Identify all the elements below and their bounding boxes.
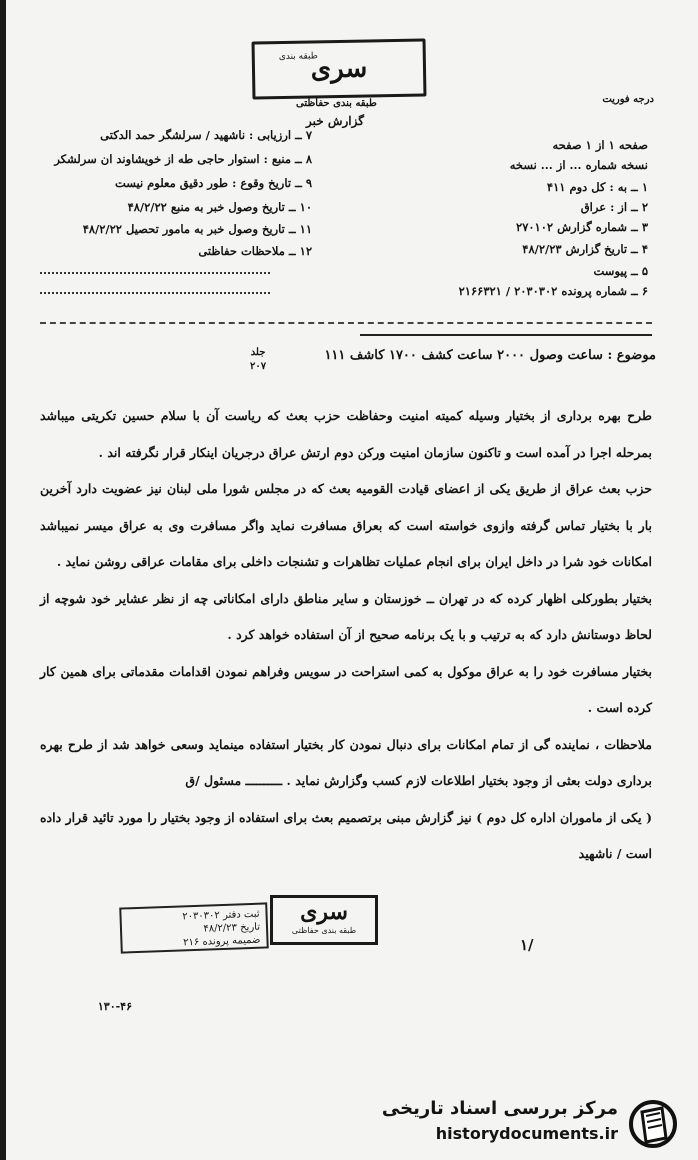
body-paragraph: ملاحظات ، نماینده گی از تمام امکانات برای دنبال نمودن کار بختیار استفاده مینماید وسعی خواهد شد از طرح بهره برداری دولت بعثی از وجود بختیار اطلاعات لازم کسب وگزارش نماید . ــــــــــ مسئول /ق [40,736,652,788]
body-paragraph: بختیار مسافرت خود را به عراق موکول به کمی استراحت در سویس وفراهم نمودن اقدامات مقدماتی برای همین کار کرده است . [40,663,652,715]
watermark-title: مرکز بررسی اسناد تاریخی [381,1098,618,1119]
side-note-line1: جلد [250,347,266,358]
body-paragraph: حزب بعث عراق از طریق یکی از اعضای قیادت القومیه بعث که در مجلس شورا ملی لبنان نیز عضویت دارد آخرین بار با بختیار تماس گرفته وازوی خواسته است که بعراق مسافرت نماید واگر مسافرت وی به عراق میسر نمیباشد امکانات خود شرا در داخل ایران برای انجام عملیات تظاهرات و تشنجات داخلی برای مقامات عراقی روشن نماید . [40,481,652,569]
classification-caption: طبقه بندی حفاظتی [296,98,377,109]
secret-stamp-text: سری [300,899,348,925]
field-notes: ۱۲ ــ ملاحظات حفاظتی [198,244,312,258]
body-paragraph: ( یکی از ماموران اداره کل دوم ) نیز گزارش مبنی برتصمیم بعث برای استفاده از وجود بختیار را مورد تائید قرار داده است / ناشهید [40,809,652,861]
archive-logo-icon [624,1098,682,1150]
report-title: گزارش خبر [306,114,364,128]
registry-stamp [119,902,269,953]
secret-stamp-label: طبقه بندی حفاظتی [291,926,357,935]
classification-stamp-label: طبقه بندی [278,51,318,63]
field-received-date: ۱۰ ــ تاریخ وصول خبر به منبع ۴۸/۲/۲۲ [127,200,312,214]
field-file-no: ۶ ــ شماره پرونده ۲۰۳۰۳۰۲ / ۲۱۶۶۳۲۱ [458,284,648,298]
margin-mark: ۱/ [520,936,534,954]
field-delivery-date: ۱۱ ــ تاریخ وصول خبر به مامور تحصیل ۴۸/۲/۲۲ [82,222,312,236]
field-attachment: ۵ ــ پیوست [593,264,648,278]
subject-line: موضوع : ساعت وصول ۲۰۰۰ ساعت کشف ۱۷۰۰ کاشف ۱۱۱ [324,348,656,363]
body-paragraph: بختیار بطورکلی اظهار کرده که در تهران ــ خوزستان و سایر مناطق دارای امکاناتی چه از نظر عشایر خود شوچه از لحاظ دوستانش دارد که به ترتیب و با یک برنامه صحیح از آن استفاده خواهد کرد . [40,590,652,642]
blank-line [40,272,270,274]
side-note [250,346,266,374]
watermark-url[interactable]: historydocuments.ir [435,1124,618,1143]
field-copy: نسخه شماره ... از ... نسخه [509,158,648,172]
registry-stamp-line3: ضمیمه پرونده ۲۱۶ [182,934,261,949]
field-evaluation: ۷ ــ ارزیابی : ناشهید / سرلشگر حمد الدکتی [100,128,312,142]
classification-stamp-text: سری [310,53,368,85]
registry-stamp-line2: تاریخ ۴۸/۲/۲۳ [203,921,261,935]
field-source: ۸ ــ منبع : استوار حاجی طه از خویشاوند ان سرلشکر [54,152,312,166]
report-body [40,398,652,873]
priority-label: درجه فوریت [602,94,654,105]
body-paragraph: طرح بهره برداری از بختیار وسیله کمیته امنیت وحفاظت حزب بعث که ریاست آن با سلام حسین تکریتی میباشد بمرحله اجرا در آمده است و تاکنون سازمان امنیت ورکن دوم ارتش عراق درجریان اینکار قرار نگرفته اند . [40,408,652,460]
section-divider [40,322,652,324]
field-report-date: ۴ ــ تاریخ گزارش ۴۸/۲/۲۳ [522,242,648,256]
scan-edge [0,0,6,1160]
blank-line [40,292,270,294]
reference-number: ۱۳۰-۴۶ [97,1000,132,1013]
field-page: صفحه ۱ از ۱ صفحه [552,138,648,152]
field-report-no: ۳ ــ شماره گزارش ۲۷۰۱۰۲ [516,220,648,234]
section-rule [360,334,652,336]
registry-stamp-line1: ثبت دفتر ۲۰۳۰۳۰۲ [182,908,260,923]
field-to: ۱ ــ به : کل دوم ۴۱۱ [546,180,648,194]
side-note-line2: ۲۰۷ [250,361,267,372]
field-from: ۲ ــ از : عراق [580,200,648,214]
secret-stamp [270,895,378,945]
classification-stamp [252,38,427,99]
field-event-date: ۹ ــ تاریخ وقوع : طور دقیق معلوم نیست [114,176,312,190]
